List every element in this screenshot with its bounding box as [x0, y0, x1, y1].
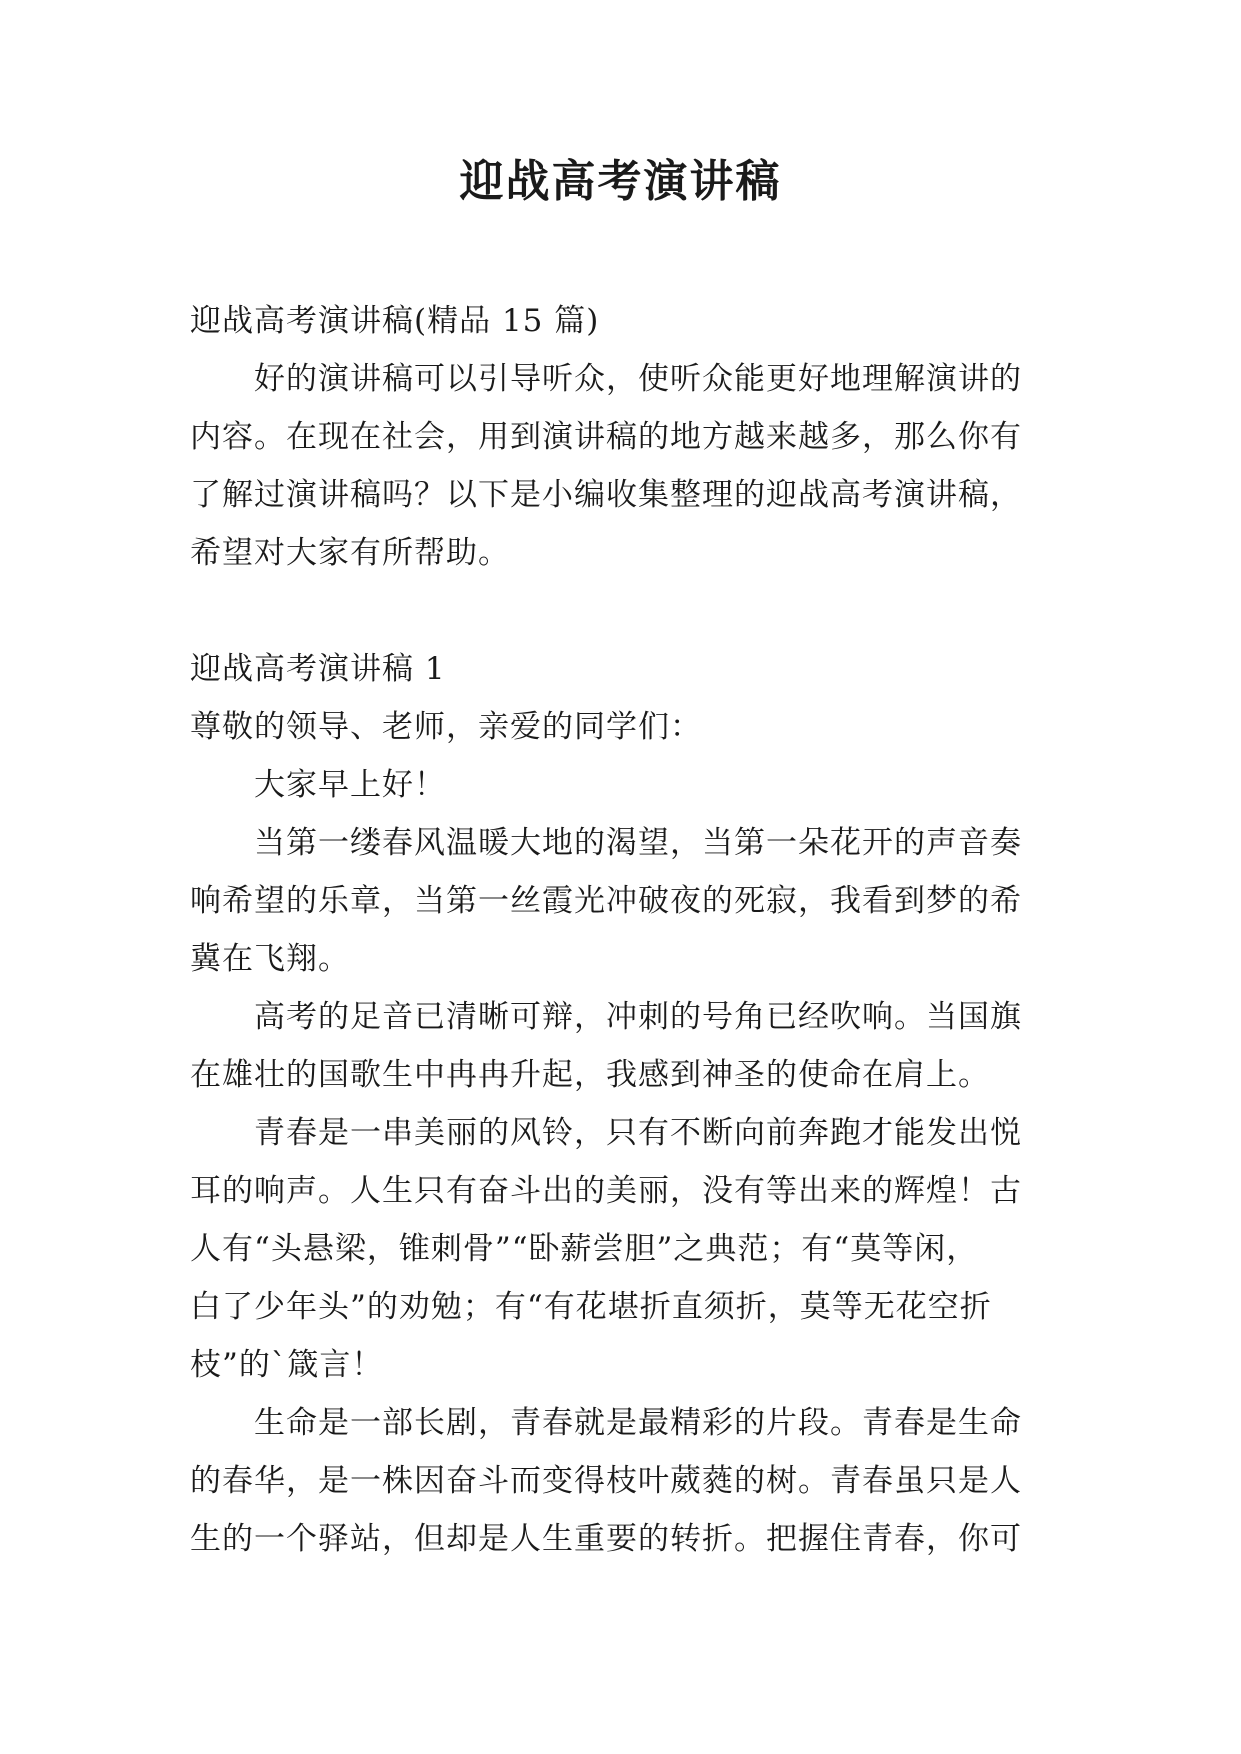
intro-line: 希望对大家有所帮助。	[190, 535, 510, 571]
speech-paragraph-3	[190, 1104, 1048, 1394]
intro-line: 好的演讲稿可以引导听众，使听众能更好地理解演讲的	[254, 361, 1022, 397]
salutation: 尊敬的领导、老师，亲爱的同学们：	[190, 709, 702, 745]
document-title: 迎战高考演讲稿	[459, 156, 782, 207]
intro-line: 了解过演讲稿吗？以下是小编收集整理的迎战高考演讲稿，	[190, 477, 1022, 513]
paragraph-line: 在雄壮的国歌生中冉冉升起，我感到神圣的使命在肩上。	[190, 1057, 990, 1093]
paragraph-line: 的春华，是一株因奋斗而变得枝叶葳蕤的树。青春虽只是人	[190, 1463, 1022, 1499]
section-heading: 迎战高考演讲稿 1	[190, 651, 446, 687]
paragraph-line: 生的一个驿站，但却是人生重要的转折。把握住青春，你可	[190, 1521, 1022, 1557]
paragraph-line: 生命是一部长剧，青春就是最精彩的片段。青春是生命	[254, 1405, 1022, 1441]
paragraph-line: 当第一缕春风温暖大地的渴望，当第一朵花开的声音奏	[254, 825, 1022, 861]
paragraph-line: 响希望的乐章，当第一丝霞光冲破夜的死寂，我看到梦的希	[190, 883, 1022, 919]
paragraph-line: 白了少年头”的劝勉；有“有花堪折直须折，莫等无花空折	[190, 1289, 992, 1325]
paragraph-line: 青春是一串美丽的风铃，只有不断向前奔跑才能发出悦	[254, 1115, 1022, 1151]
intro-paragraph	[190, 350, 1048, 582]
paragraph-line: 冀在飞翔。	[190, 941, 350, 977]
paragraph-line: 高考的足音已清晰可辩，冲刺的号角已经吹响。当国旗	[254, 999, 1022, 1035]
greeting: 大家早上好！	[254, 767, 446, 803]
speech-paragraph-1	[190, 814, 1048, 988]
speech-paragraph-2	[190, 988, 1048, 1104]
section-gap	[190, 582, 1048, 640]
collection-subtitle: 迎战高考演讲稿(精品 15 篇)	[190, 303, 600, 339]
speech-paragraph-4	[190, 1394, 1048, 1568]
paragraph-line: 耳的响声。人生只有奋斗出的美丽，没有等出来的辉煌！古	[190, 1173, 1022, 1209]
paragraph-line: 人有“头悬梁，锥刺骨”“卧薪尝胆”之典范；有“莫等闲，	[190, 1231, 979, 1267]
paragraph-line: 枝”的`箴言！	[190, 1347, 384, 1383]
document-body	[190, 292, 1048, 1568]
intro-line: 内容。在现在社会，用到演讲稿的地方越来越多，那么你有	[190, 419, 1022, 455]
